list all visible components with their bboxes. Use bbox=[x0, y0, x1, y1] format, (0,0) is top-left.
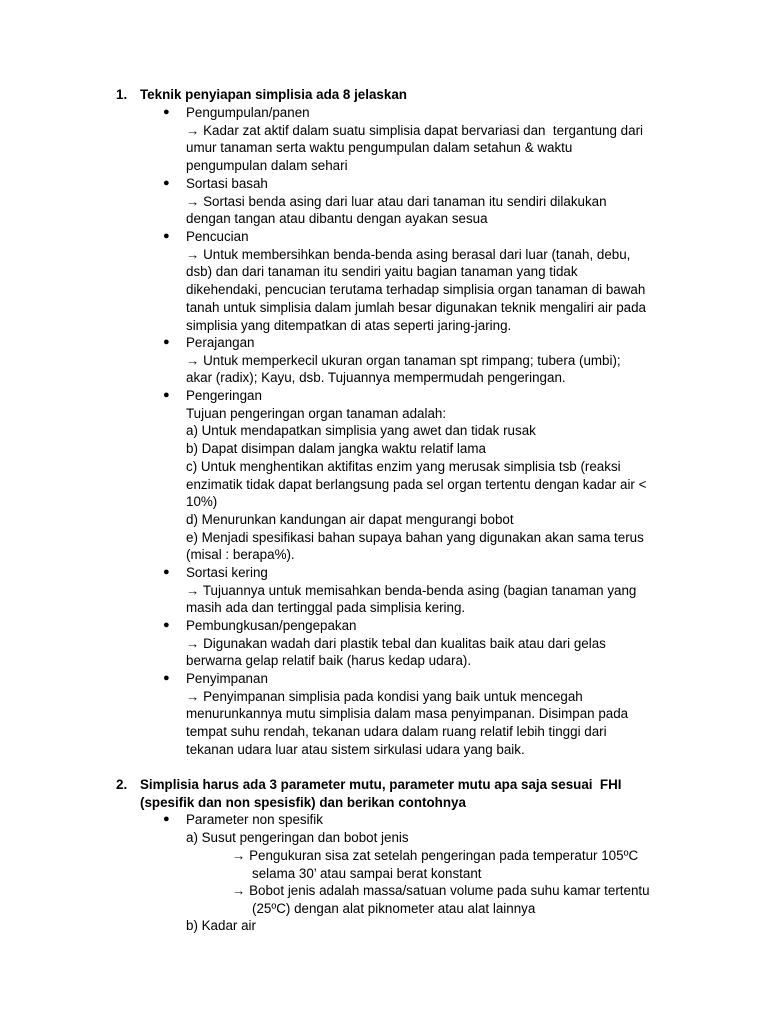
item-label: Sortasi kering bbox=[186, 565, 268, 580]
item-line: a) Untuk mendapatkan simplisia yang awet dan tidak rusak bbox=[186, 423, 536, 439]
item-label: Pengeringan bbox=[186, 388, 262, 403]
bullet-icon: ● bbox=[163, 336, 170, 348]
item-line: pengumpulan dalam sehari bbox=[186, 158, 348, 174]
item-line: umur tanaman serta waktu pengumpulan dalam setahun & waktu bbox=[186, 140, 573, 156]
bullet-icon: ● bbox=[163, 566, 170, 578]
item-line: berwarna gelap relatif baik (harus kedap udara). bbox=[186, 653, 472, 669]
item-line: → Untuk membersihkan benda-benda asing berasal dari luar (tanah, debu, bbox=[186, 246, 631, 262]
bullet-icon: ● bbox=[163, 813, 170, 825]
item-label: Parameter non spesifik bbox=[186, 812, 323, 827]
item-line: dikehendaki, pencucian terutama terhadap simplisia organ tanaman di bawah bbox=[186, 282, 646, 298]
item-line: tekanan udara luar atau sistem sirkulasi udara yang baik. bbox=[186, 741, 525, 757]
sub-point-line: → Pengukuran sisa zat setelah pengeringan pada temperatur 105ºC bbox=[232, 848, 639, 863]
item-label: Sortasi basah bbox=[186, 176, 268, 191]
item-line: → Untuk memperkecil ukuran organ tanaman spt rimpang; tubera (umbi); bbox=[186, 352, 621, 368]
question-2-number: 2. bbox=[116, 777, 128, 792]
item-line: Tujuan pengeringan organ tanaman adalah: bbox=[186, 405, 447, 421]
item-line: (misal : berapa%). bbox=[186, 547, 295, 563]
sub-heading-b: b) Kadar air bbox=[186, 918, 256, 933]
item-label: Penyimpanan bbox=[186, 671, 268, 686]
item-label: Pengumpulan/panen bbox=[186, 105, 310, 120]
sub-point-line: → Bobot jenis adalah massa/satuan volume pada suhu kamar tertentu bbox=[232, 883, 650, 898]
item-line: c) Untuk menghentikan aktifitas enzim yang merusak simplisia tsb (reaksi bbox=[186, 458, 621, 474]
item-line: masih ada dan tertinggal pada simplisia kering. bbox=[186, 600, 466, 616]
item-line: enzimatik tidak dapat berlangsung pada sel organ tertentu dengan kadar air < bbox=[186, 476, 647, 492]
question-2-title-line: Simplisia harus ada 3 parameter mutu, parameter mutu apa saja sesuai FHI bbox=[140, 777, 622, 792]
bullet-icon: ● bbox=[163, 672, 170, 684]
question-2-title bbox=[140, 776, 700, 811]
item-line: akar (radix); Kayu, dsb. Tujuannya mempermudah pengeringan. bbox=[186, 370, 566, 386]
question-2-title-line: (spesifik dan non spesisfik) dan berikan contohnya bbox=[140, 794, 466, 810]
item-line: dsb) dan dari tanaman itu sendiri yaitu bagian tanaman yang tidak bbox=[186, 264, 578, 280]
item-line: menurunkannya mutu simplisia dalam masa penyimpanan. Disimpan pada bbox=[186, 706, 629, 722]
bullet-icon: ● bbox=[163, 106, 170, 118]
item-line: 10%) bbox=[186, 494, 218, 510]
item-line: tanah untuk simplisia dalam jumlah besar digunakan teknik mengaliri air pada bbox=[186, 299, 647, 315]
sub-point-line: selama 30’ atau sampai berat konstant bbox=[252, 865, 482, 881]
item-line: e) Menjadi spesifikasi bahan supaya bahan yang digunakan akan sama terus bbox=[186, 529, 644, 545]
bullet-icon: ● bbox=[163, 619, 170, 631]
item-label: Pembungkusan/pengepakan bbox=[186, 618, 357, 633]
item-line: → Penyimpanan simplisia pada kondisi yang baik untuk mencegah bbox=[186, 688, 583, 704]
item-line: → Digunakan wadah dari plastik tebal dan kualitas baik atau dari gelas bbox=[186, 635, 606, 651]
item-label: Pencucian bbox=[186, 229, 249, 244]
question-1-number: 1. bbox=[116, 87, 128, 102]
item-label: Perajangan bbox=[186, 335, 255, 350]
question-1-title: Teknik penyiapan simplisia ada 8 jelaskan bbox=[140, 87, 407, 102]
bullet-icon: ● bbox=[163, 389, 170, 401]
bullet-icon: ● bbox=[163, 230, 170, 242]
item-line: tempat suhu rendah, tekanan udara dalam ruang relatif lebih tinggi dari bbox=[186, 724, 607, 740]
sub-point-bobot-jenis bbox=[232, 882, 692, 917]
sub-heading-a: a) Susut pengeringan dan bobot jenis bbox=[186, 829, 409, 845]
item-line: simplisia yang ditempatkan di atas seperti jaring-jaring. bbox=[186, 317, 512, 333]
item-line: → Tujuannya untuk memisahkan benda-benda asing (bagian tanaman yang bbox=[186, 582, 637, 598]
item-line: → Kadar zat aktif dalam suatu simplisia dapat bervariasi dan tergantung dari bbox=[186, 122, 644, 138]
item-line: → Sortasi benda asing dari luar atau dari tanaman itu sendiri dilakukan bbox=[186, 193, 607, 209]
bullet-icon: ● bbox=[163, 177, 170, 189]
sub-point-line: (25ºC) dengan alat piknometer atau alat lainnya bbox=[252, 900, 536, 916]
item-line: dengan tangan atau dibantu dengan ayakan sesua bbox=[186, 211, 488, 227]
item-line: d) Menurunkan kandungan air dapat mengurangi bobot bbox=[186, 511, 514, 527]
sub-point-susut bbox=[232, 847, 692, 882]
item-line: b) Dapat disimpan dalam jangka waktu relatif lama bbox=[186, 441, 486, 457]
